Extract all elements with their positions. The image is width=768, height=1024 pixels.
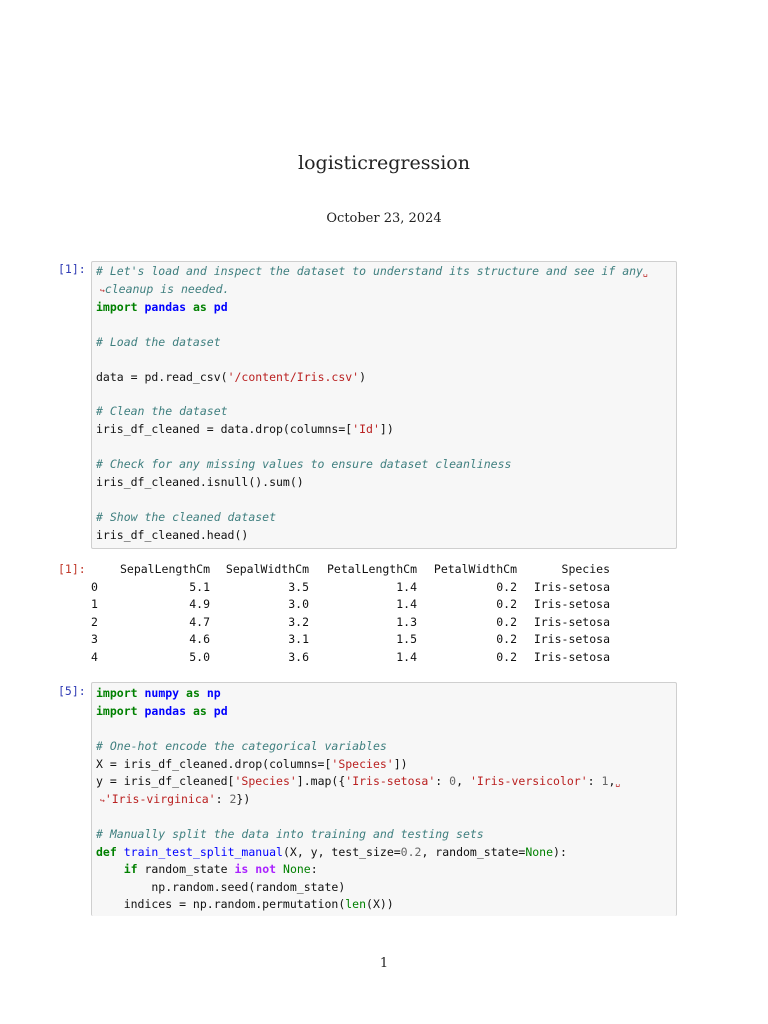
table-cell: 1.4 <box>396 649 417 664</box>
table-row <box>91 579 610 597</box>
dataframe-output <box>91 561 610 667</box>
code-line: indices = np.random.permutation(len(X)) <box>96 897 394 911</box>
input-prompt: [5]: <box>58 684 86 698</box>
column-header: SepalLengthCm <box>119 562 210 576</box>
code-line: # Let's load and inspect the dataset to understand its structure and see if any␣ <box>96 264 648 278</box>
table-cell: 3.1 <box>288 632 309 647</box>
code-line: import numpy as np <box>96 686 221 700</box>
table-cell: Iris-setosa <box>533 597 610 612</box>
table-cell: 1.5 <box>396 632 417 647</box>
table-cell: 1.3 <box>396 614 417 629</box>
code-cell[interactable] <box>91 261 677 549</box>
row-index: 2 <box>91 614 98 629</box>
code-line: iris_df_cleaned.isnull().sum() <box>96 475 304 489</box>
row-index: 3 <box>91 632 98 647</box>
table-cell: 3.6 <box>288 649 309 664</box>
table-cell: 0.2 <box>496 649 517 664</box>
table-cell: Iris-setosa <box>533 614 610 629</box>
code-line: y = iris_df_cleaned['Species'].map({'Iris-setosa': 0, 'Iris-versicolor': 1,␣ <box>96 774 621 788</box>
input-prompt: [1]: <box>58 262 86 276</box>
code-line: # Load the dataset <box>96 335 221 349</box>
table-row <box>91 631 610 649</box>
table-cell: 5.1 <box>189 579 210 594</box>
table-row <box>91 614 610 632</box>
table-cell: Iris-setosa <box>533 579 610 594</box>
row-index: 4 <box>91 649 98 664</box>
document-title: logisticregression <box>298 152 470 174</box>
column-header: SepalWidthCm <box>225 562 309 576</box>
table-cell: 3.5 <box>288 579 309 594</box>
code-line: np.random.seed(random_state) <box>96 880 346 894</box>
column-header: Species <box>561 562 610 576</box>
code-line: import pandas as pd <box>96 300 228 314</box>
code-line: # Check for any missing values to ensure dataset cleanliness <box>96 457 512 471</box>
table-cell: 5.0 <box>189 649 210 664</box>
code-line: # Clean the dataset <box>96 404 228 418</box>
table-cell: 1.4 <box>396 597 417 612</box>
row-index: 0 <box>91 579 98 594</box>
table-cell: 0.2 <box>496 614 517 629</box>
code-line: # One-hot encode the categorical variables <box>96 739 387 753</box>
column-header: PetalWidthCm <box>433 562 517 576</box>
output-prompt: [1]: <box>58 562 86 576</box>
column-header: PetalLengthCm <box>326 562 417 576</box>
code-line: iris_df_cleaned.head() <box>96 528 249 542</box>
table-cell: 0.2 <box>496 597 517 612</box>
page-number: 1 <box>379 956 389 971</box>
row-index: 1 <box>91 597 98 612</box>
code-line: def train_test_split_manual(X, y, test_size=0.2, random_state=None): <box>96 845 567 859</box>
code-line: data = pd.read_csv('/content/Iris.csv') <box>96 370 367 384</box>
table-row <box>91 649 610 667</box>
table-cell: 4.6 <box>189 632 210 647</box>
index-header <box>91 561 111 579</box>
code-line: # Show the cleaned dataset <box>96 510 277 524</box>
code-line: iris_df_cleaned = data.drop(columns=['Id']) <box>96 422 394 436</box>
code-line: # Manually split the data into training and testing sets <box>96 827 484 841</box>
code-line: import pandas as pd <box>96 704 228 718</box>
table-header-row <box>91 561 610 579</box>
table-cell: Iris-setosa <box>533 632 610 647</box>
table-cell: Iris-setosa <box>533 649 610 664</box>
table-cell: 4.7 <box>189 614 210 629</box>
document-date: October 23, 2024 <box>326 211 442 226</box>
code-line: if random_state is not None: <box>123 862 318 876</box>
table-cell: 3.2 <box>288 614 309 629</box>
code-line: X = iris_df_cleaned.drop(columns=['Species']) <box>96 757 408 771</box>
table-cell: 0.2 <box>496 579 517 594</box>
table-cell: 4.9 <box>189 597 210 612</box>
code-line: ↪cleanup is needed. <box>100 282 230 296</box>
code-cell[interactable] <box>91 682 677 916</box>
table-cell: 1.4 <box>396 579 417 594</box>
code-line: ↪'Iris-virginica': 2}) <box>100 792 251 806</box>
table-cell: 0.2 <box>496 632 517 647</box>
table-row <box>91 596 610 614</box>
table-cell: 3.0 <box>288 597 309 612</box>
